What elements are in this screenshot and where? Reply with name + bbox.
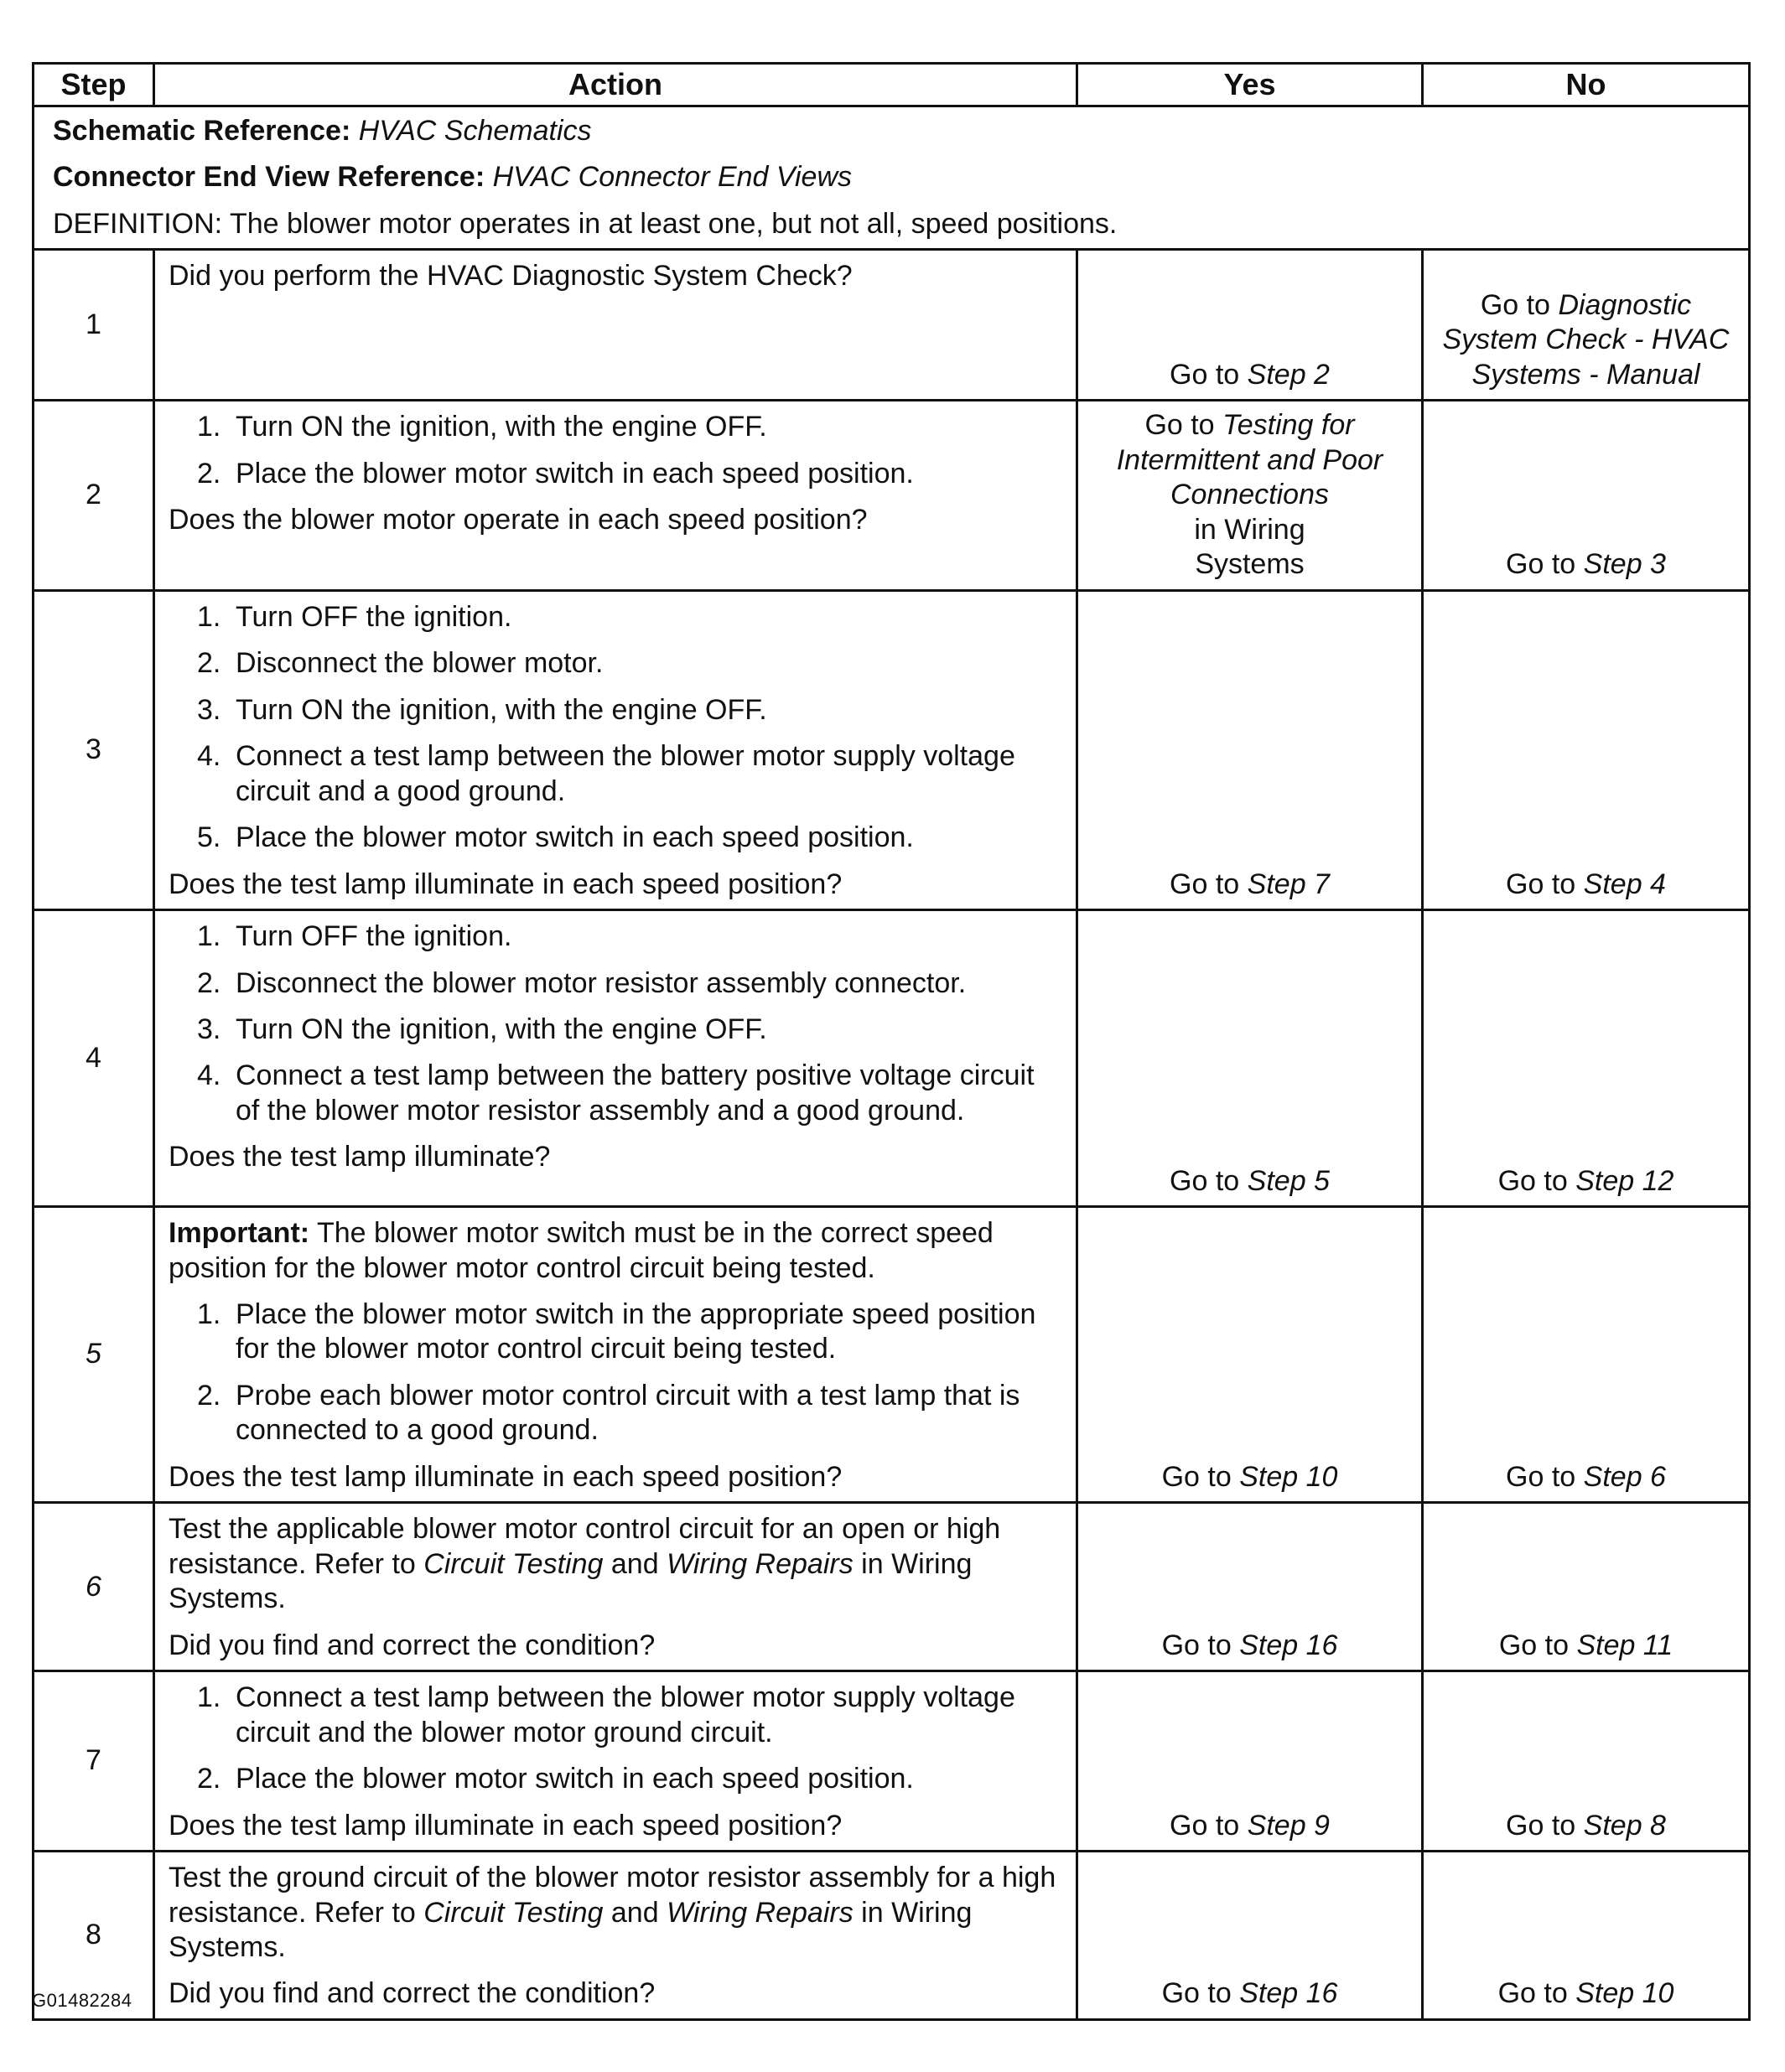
yes-cell <box>1077 1503 1423 1671</box>
header-step: Step <box>34 64 154 106</box>
no-prefix: Go to <box>1498 1629 1570 1661</box>
question-text: Does the test lamp illuminate in each speed position? <box>169 1460 843 1493</box>
header-action: Action <box>154 64 1077 106</box>
circuit-testing-link[interactable]: Circuit Testing <box>423 1547 604 1580</box>
list-item: 4. Connect a test lamp between the battery positive voltage circuit of the blower motor resistor assembly and a good ground. <box>197 1059 1035 1127</box>
table-row-step-1 <box>34 250 1750 401</box>
no-prefix: Go to <box>1497 1164 1568 1197</box>
yes-link[interactable]: Step 10 <box>1239 1460 1338 1493</box>
header-yes: Yes <box>1077 64 1423 106</box>
action-list <box>169 919 1066 1128</box>
list-item: 2. Place the blower motor switch in each speed position. <box>197 1763 914 1795</box>
yes-cell <box>1077 401 1423 590</box>
connector-reference-link[interactable]: HVAC Connector End Views <box>492 161 852 194</box>
step-number: 3 <box>34 590 154 909</box>
yes-cell <box>1077 1671 1423 1852</box>
yes-link[interactable]: Step 9 <box>1247 1809 1330 1841</box>
list-item: 1. Connect a test lamp between the blower motor supply voltage circuit and the blower motor ground circuit. <box>197 1681 1015 1748</box>
no-prefix: Go to <box>1506 868 1576 900</box>
list-item: 2. Place the blower motor switch in each speed position. <box>197 457 914 490</box>
figure-id: G01482284 <box>32 1990 132 2011</box>
no-cell <box>1423 250 1750 401</box>
yes-prefix: Go to <box>1161 1977 1232 2010</box>
no-link[interactable]: Step 10 <box>1575 1977 1674 2010</box>
wiring-repairs-link[interactable]: Wiring Repairs <box>667 1896 854 1929</box>
reference-cell <box>34 106 1750 250</box>
no-link[interactable]: Step 12 <box>1575 1164 1674 1197</box>
circuit-testing-link[interactable]: Circuit Testing <box>423 1896 604 1929</box>
yes-prefix: Go to <box>1170 358 1240 391</box>
yes-link[interactable]: Testing for Intermittent and Poor Connections <box>1116 409 1383 511</box>
action-list <box>169 410 1066 491</box>
step-number: 2 <box>34 401 154 590</box>
list-item: 2. Disconnect the blower motor resistor assembly connector. <box>197 966 967 999</box>
question-text: Did you find and correct the condition? <box>169 1977 656 2010</box>
question-text: Does the blower motor operate in each speed position? <box>169 504 868 536</box>
action-cell <box>154 1503 1077 1671</box>
no-link[interactable]: Step 4 <box>1583 868 1666 900</box>
table-row-step-7 <box>34 1671 1750 1852</box>
list-item: 1. Place the blower motor switch in the appropriate speed position for the blower motor control circuit being tested. <box>197 1298 1036 1365</box>
schematic-reference <box>53 114 1735 148</box>
yes-link[interactable]: Step 16 <box>1239 1629 1338 1661</box>
no-cell <box>1423 1852 1750 2020</box>
list-item: 1. Turn OFF the ignition. <box>197 920 512 953</box>
no-link[interactable]: Step 6 <box>1583 1460 1666 1493</box>
no-prefix: Go to <box>1506 1809 1576 1841</box>
step-number: 5 <box>34 1207 154 1503</box>
step-number: 1 <box>34 250 154 401</box>
list-item: 1. Turn ON the ignition, with the engine OFF. <box>197 411 767 443</box>
yes-cell <box>1077 250 1423 401</box>
step-number: 4 <box>34 910 154 1207</box>
no-cell <box>1423 1207 1750 1503</box>
instruction-text: Test the ground circuit of the blower motor resistor assembly for a high resistance. Refer to Circuit Testing and Wiring Repairs in Wiring Systems. <box>169 1862 1056 1963</box>
definition-text: DEFINITION: The blower motor operates in at least one, but not all, speed positions. <box>53 207 1118 240</box>
yes-prefix: Go to <box>1170 1164 1240 1197</box>
yes-cell <box>1077 590 1423 909</box>
table-header-row <box>34 64 1750 106</box>
table-row-step-8 <box>34 1852 1750 2020</box>
yes-cell <box>1077 1852 1423 2020</box>
connector-reference-label: Connector End View Reference: <box>53 161 485 194</box>
yes-prefix: Go to <box>1170 1809 1240 1841</box>
list-item: 2. Disconnect the blower motor. <box>197 647 604 680</box>
schematic-reference-label: Schematic Reference: <box>53 115 351 147</box>
list-item: 1. Turn OFF the ignition. <box>197 600 512 633</box>
table-row-step-2 <box>34 401 1750 590</box>
no-cell <box>1423 910 1750 1207</box>
instruction-text: Test the applicable blower motor control circuit for an open or high resistance. Refer to Circuit Testing and Wiring Repairs in Wiring Systems. <box>169 1513 1001 1615</box>
question-text: Did you perform the HVAC Diagnostic System Check? <box>169 260 853 293</box>
action-cell <box>154 1852 1077 2020</box>
no-cell <box>1423 1503 1750 1671</box>
action-cell <box>154 590 1077 909</box>
action-cell <box>154 1671 1077 1852</box>
list-item: 4. Connect a test lamp between the blower motor supply voltage circuit and a good ground. <box>197 740 1015 807</box>
step-number: 7 <box>34 1671 154 1852</box>
list-item: 3. Turn ON the ignition, with the engine OFF. <box>197 693 767 726</box>
no-link[interactable]: Step 8 <box>1583 1809 1666 1841</box>
important-label: Important: <box>169 1217 310 1250</box>
action-list <box>169 600 1066 856</box>
list-item: 5. Place the blower motor switch in each speed position. <box>197 821 914 854</box>
yes-link[interactable]: Step 7 <box>1247 868 1330 900</box>
yes-link[interactable]: Step 5 <box>1247 1164 1330 1197</box>
list-item: 2. Probe each blower motor control circuit with a test lamp that is connected to a good ground. <box>197 1379 1020 1447</box>
step-number: 6 <box>34 1503 154 1671</box>
yes-suffix: in Wiring Systems <box>1194 513 1305 581</box>
reference-row <box>34 106 1750 250</box>
header-no: No <box>1423 64 1750 106</box>
no-prefix: Go to <box>1480 289 1550 321</box>
step-number: 8 <box>34 1852 154 2020</box>
action-cell <box>154 1207 1077 1503</box>
diagnostic-table-container <box>32 62 1748 2021</box>
action-cell <box>154 250 1077 401</box>
no-link[interactable]: Diagnostic System Check - HVAC Systems - Manual <box>1442 289 1730 391</box>
action-cell <box>154 910 1077 1207</box>
yes-link[interactable]: Step 2 <box>1247 358 1330 391</box>
no-cell <box>1423 1671 1750 1852</box>
question-text: Does the test lamp illuminate in each speed position? <box>169 1809 843 1841</box>
question-text: Does the test lamp illuminate? <box>169 1141 551 1173</box>
connector-reference <box>53 160 1735 194</box>
yes-prefix: Go to <box>1161 1629 1232 1661</box>
table-row-step-3 <box>34 590 1750 909</box>
yes-prefix: Go to <box>1161 1460 1232 1493</box>
question-text: Did you find and correct the condition? <box>169 1629 656 1661</box>
diagnostic-table <box>32 62 1751 2021</box>
no-cell <box>1423 590 1750 909</box>
no-prefix: Go to <box>1506 548 1576 581</box>
important-text: The blower motor switch must be in the correct speed position for the blower motor control circuit being tested. <box>169 1217 994 1284</box>
schematic-reference-link[interactable]: HVAC Schematics <box>358 115 592 147</box>
yes-prefix: Go to <box>1170 868 1240 900</box>
no-prefix: Go to <box>1497 1977 1568 2010</box>
action-cell <box>154 401 1077 590</box>
no-cell <box>1423 401 1750 590</box>
question-text: Does the test lamp illuminate in each speed position? <box>169 868 843 900</box>
no-link[interactable]: Step 3 <box>1583 548 1666 581</box>
table-row-step-4 <box>34 910 1750 1207</box>
action-list <box>169 1681 1066 1796</box>
important-note <box>169 1216 1066 1286</box>
table-row-step-6 <box>34 1503 1750 1671</box>
yes-prefix: Go to <box>1144 409 1215 442</box>
list-item: 3. Turn ON the ignition, with the engine OFF. <box>197 1013 767 1045</box>
yes-link[interactable]: Step 16 <box>1239 1977 1338 2010</box>
yes-cell <box>1077 910 1423 1207</box>
yes-cell <box>1077 1207 1423 1503</box>
table-row-step-5 <box>34 1207 1750 1503</box>
no-prefix: Go to <box>1506 1460 1576 1493</box>
wiring-repairs-link[interactable]: Wiring Repairs <box>667 1547 854 1580</box>
action-list <box>169 1298 1066 1448</box>
no-link[interactable]: Step 11 <box>1576 1629 1673 1661</box>
